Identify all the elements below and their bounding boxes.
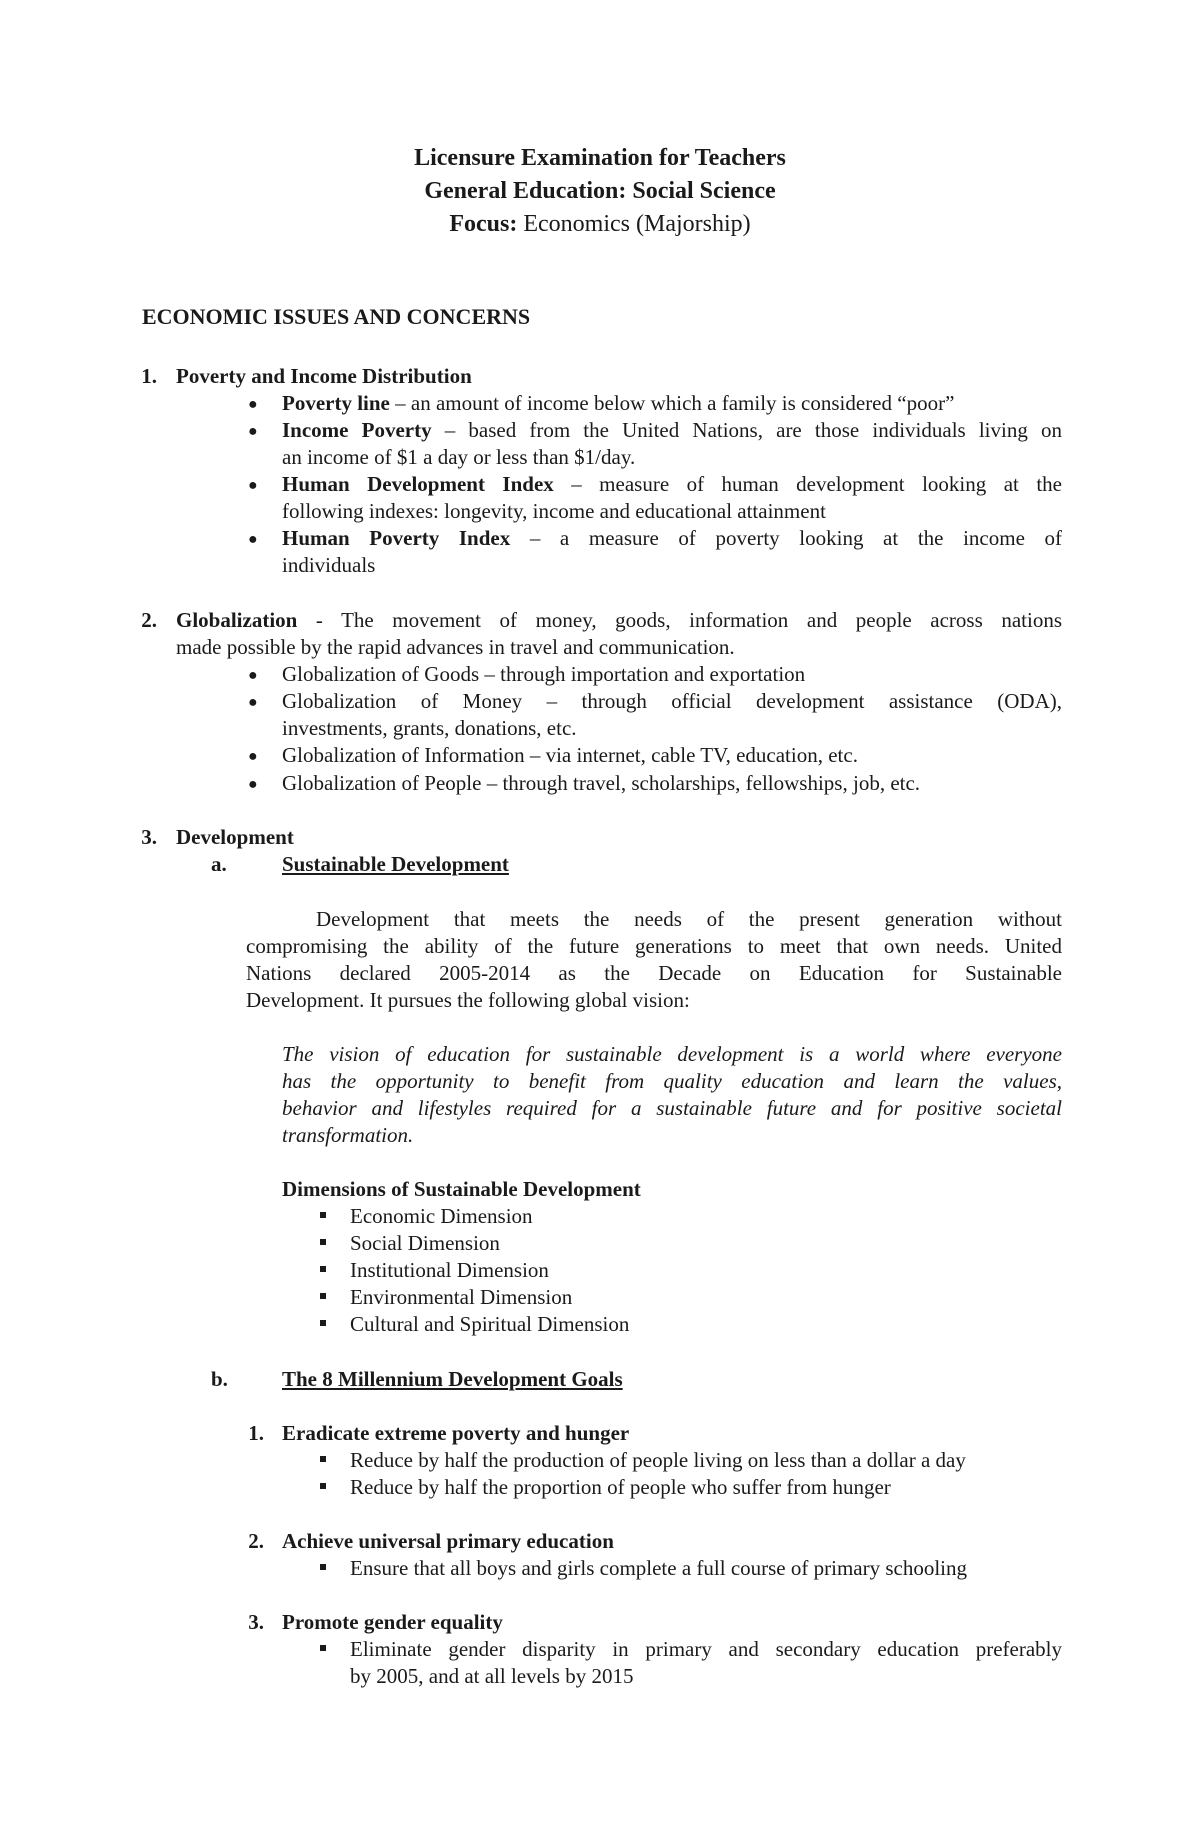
dimension-item: Cultural and Spiritual Dimension [350, 1312, 630, 1336]
s3a-para-line-1: Development that meets the needs of the present generation without [316, 907, 1062, 931]
section-title: ECONOMIC ISSUES AND CONCERNS [142, 304, 531, 329]
bullet-icon: ● [248, 776, 258, 793]
dimensions-title: Dimensions of Sustainable Development [282, 1177, 641, 1201]
bullet-icon: ● [248, 531, 258, 548]
vision-quote-line-1: The vision of education for sustainable development is a world where everyone [282, 1042, 1062, 1066]
s2-intro-line-2: made possible by the rapid advances in travel and communication. [176, 635, 735, 659]
definition: – an amount of income below which a family is considered “poor” [389, 391, 955, 415]
goal-1-title: Eradicate extreme poverty and hunger [282, 1421, 630, 1445]
vision-quote-line-4: transformation. [282, 1123, 414, 1147]
square-bullet-icon [320, 1645, 326, 1651]
s2-number: 2. [141, 608, 157, 632]
s2-title: Globalization [176, 608, 298, 632]
dimension-item: Institutional Dimension [350, 1258, 549, 1282]
square-bullet-icon [320, 1483, 326, 1489]
s2-item-2-cont: investments, grants, donations, etc. [282, 716, 577, 740]
s1-item-2-cont: an income of $1 a day or less than $1/day. [282, 445, 636, 469]
dimension-item: Economic Dimension [350, 1204, 533, 1228]
s2-desc: - The movement of money, goods, information and people across nations [297, 608, 1062, 632]
bullet-icon: ● [248, 667, 258, 684]
bullet-icon: ● [248, 694, 258, 711]
s3-number: 3. [141, 825, 157, 849]
s1-item-1 [282, 390, 954, 417]
header-line-3 [0, 208, 1200, 241]
s1-item-2 [282, 417, 1062, 444]
goal-3-item-1: Eliminate gender disparity in primary and secondary education preferably [350, 1637, 1062, 1661]
s2-intro-line-1 [176, 607, 1062, 634]
bullet-icon: ● [248, 423, 258, 440]
s1-number: 1. [141, 364, 157, 388]
s2-item-4: Globalization of People – through travel, scholarships, fellowships, job, etc. [282, 771, 921, 795]
goal-2-item-1: Ensure that all boys and girls complete a full course of primary schooling [350, 1556, 968, 1580]
goal-1-item-2: Reduce by half the proportion of people who suffer from hunger [350, 1475, 891, 1499]
definition: – a measure of poverty looking at the income of [510, 526, 1062, 550]
s3a-para-line-2: compromising the ability of the future generations to meet that own needs. United [246, 934, 1062, 958]
focus-label: Focus: [449, 211, 518, 237]
s1-item-3-cont: following indexes: longevity, income and educational attainment [282, 499, 826, 523]
s3a-title: Sustainable Development [282, 852, 509, 876]
square-bullet-icon [320, 1266, 326, 1272]
header-line-2: General Education: Social Science [424, 178, 776, 204]
square-bullet-icon [320, 1564, 326, 1570]
s3b-label: b. [211, 1367, 228, 1391]
term: Human Poverty Index [282, 526, 511, 550]
goal-1-number: 1. [248, 1421, 264, 1445]
square-bullet-icon [320, 1239, 326, 1245]
goal-3-number: 3. [248, 1610, 264, 1634]
term: Income Poverty [282, 418, 432, 442]
dimension-item: Environmental Dimension [350, 1285, 573, 1309]
square-bullet-icon [320, 1293, 326, 1299]
goal-1-item-1: Reduce by half the production of people living on less than a dollar a day [350, 1448, 966, 1472]
definition: – based from the United Nations, are those individuals living on [431, 418, 1062, 442]
s1-item-4 [282, 525, 1062, 552]
vision-quote-line-3: behavior and lifestyles required for a sustainable future and for positive societal [282, 1096, 1062, 1120]
bullet-icon: ● [248, 396, 258, 413]
bullet-icon: ● [248, 748, 258, 765]
focus-text: Economics (Majorship) [517, 211, 751, 237]
dimension-item: Social Dimension [350, 1231, 500, 1255]
goal-2-number: 2. [248, 1529, 264, 1553]
goal-3-title: Promote gender equality [282, 1610, 503, 1634]
header-line-1: Licensure Examination for Teachers [414, 145, 786, 171]
s2-item-3: Globalization of Information – via internet, cable TV, education, etc. [282, 743, 858, 767]
s3a-para-line-3: Nations declared 2005-2014 as the Decade on Education for Sustainable [246, 961, 1062, 985]
term: Poverty line [282, 391, 390, 415]
s3a-para-line-4: Development. It pursues the following global vision: [246, 988, 690, 1012]
square-bullet-icon [320, 1212, 326, 1218]
s3-title: Development [176, 825, 294, 849]
s1-title: Poverty and Income Distribution [176, 364, 472, 388]
square-bullet-icon [320, 1320, 326, 1326]
s1-item-4-cont: individuals [282, 553, 376, 577]
s2-item-1: Globalization of Goods – through importation and exportation [282, 662, 806, 686]
s1-item-3 [282, 471, 1062, 498]
definition: – measure of human development looking at the [553, 472, 1062, 496]
s3a-label: a. [211, 852, 227, 876]
square-bullet-icon [320, 1456, 326, 1462]
goal-3-item-1-cont: by 2005, and at all levels by 2015 [350, 1664, 634, 1688]
bullet-icon: ● [248, 477, 258, 494]
vision-quote-line-2: has the opportunity to benefit from quality education and learn the values, [282, 1069, 1062, 1093]
goal-2-title: Achieve universal primary education [282, 1529, 614, 1553]
document-header [0, 142, 1200, 241]
s2-item-2: Globalization of Money – through official development assistance (ODA), [282, 689, 1062, 713]
s3b-title: The 8 Millennium Development Goals [282, 1367, 623, 1391]
term: Human Development Index [282, 472, 554, 496]
